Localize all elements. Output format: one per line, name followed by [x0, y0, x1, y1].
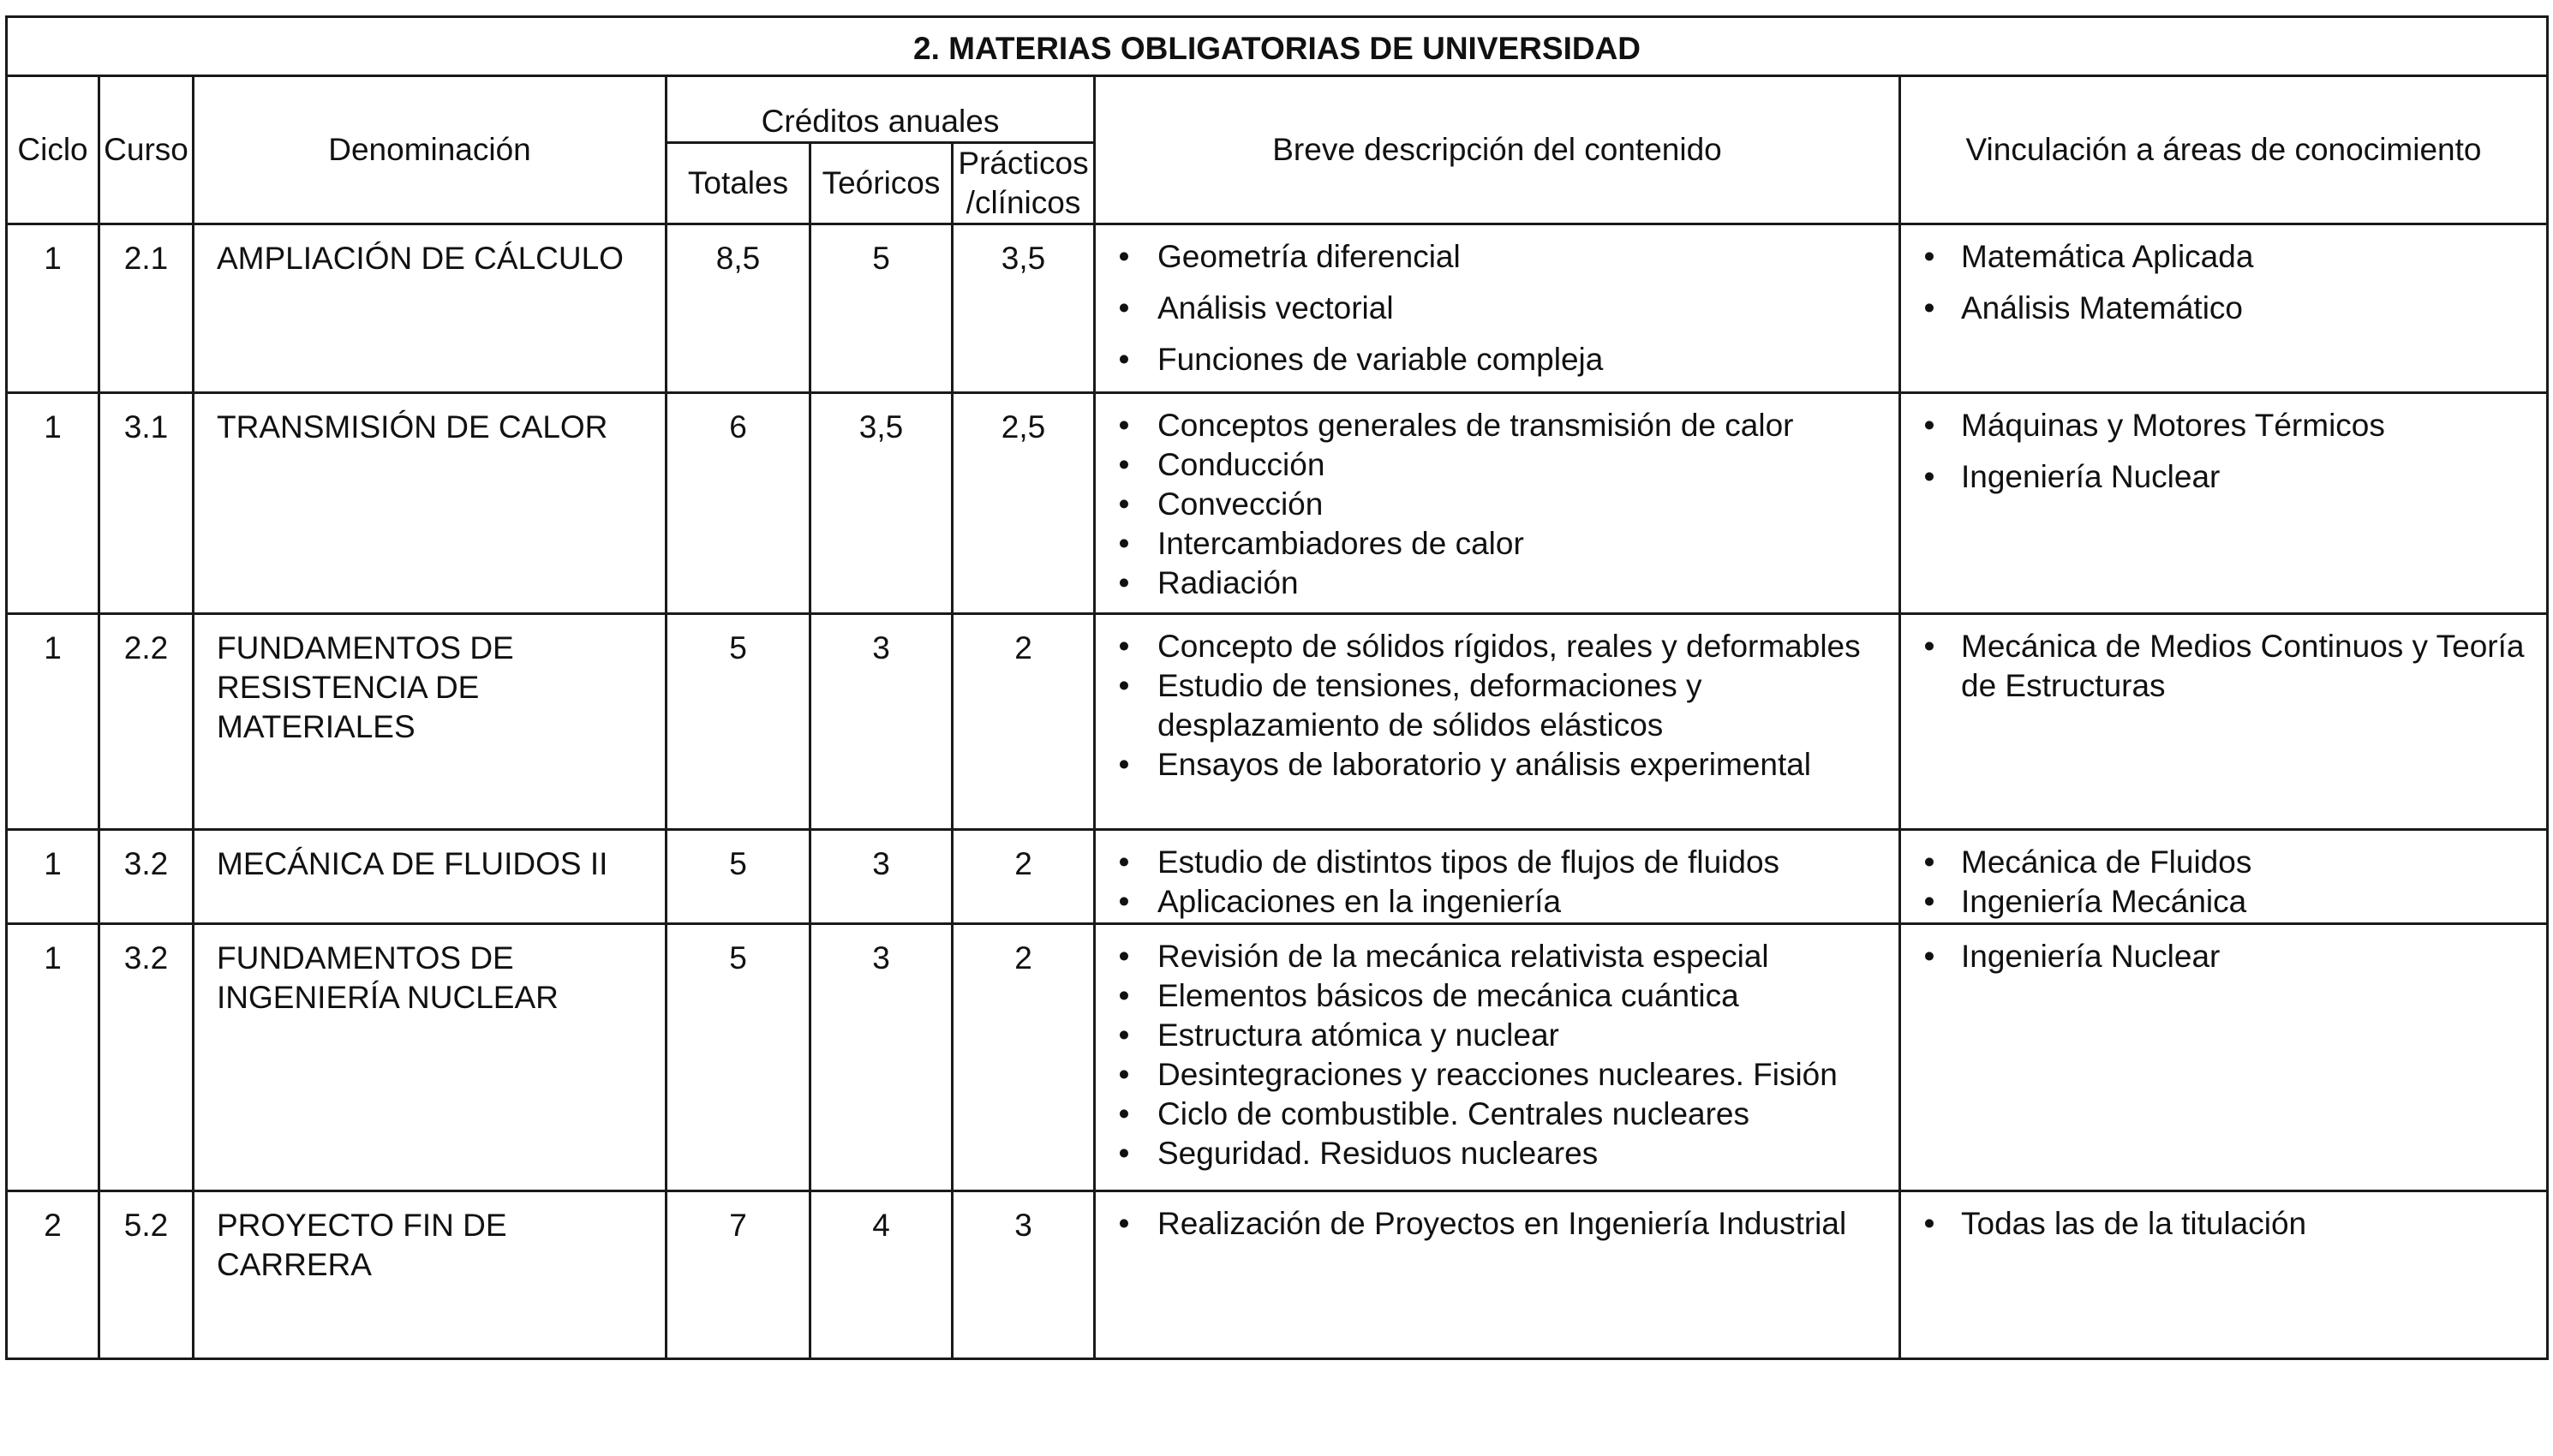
- list-item: • Ciclo de combustible. Centrales nucleares: [1111, 1095, 1890, 1134]
- cell-areas: [1900, 1191, 2548, 1359]
- cell-totales: 6: [667, 393, 810, 614]
- areas-list: [1916, 843, 2538, 922]
- content-list: [1111, 1204, 1890, 1244]
- cell-areas: [1900, 224, 2548, 393]
- cell-totales: 7: [667, 1191, 810, 1359]
- cell-teoricos: 3: [810, 924, 953, 1191]
- list-item: • Análisis vectorial: [1111, 289, 1890, 328]
- list-item: • Ingeniería Nuclear: [1916, 457, 2538, 497]
- header-row-1: [7, 76, 2548, 143]
- cell-teoricos: 3: [810, 614, 953, 830]
- areas-list: [1916, 237, 2538, 328]
- list-item: • Seguridad. Residuos nucleares: [1111, 1134, 1890, 1173]
- list-item: • Ingeniería Nuclear: [1916, 937, 2538, 976]
- cell-teoricos: 3: [810, 830, 953, 924]
- cell-ciclo: 1: [7, 224, 99, 393]
- areas-list: [1916, 627, 2538, 706]
- list-item: • Estudio de tensiones, deformaciones y desplazamiento de sólidos elásticos: [1111, 666, 1890, 745]
- list-item: • Matemática Aplicada: [1916, 237, 2538, 277]
- cell-ciclo: 1: [7, 830, 99, 924]
- list-item: • Funciones de variable compleja: [1111, 340, 1890, 379]
- list-item: • Todas las de la titulación: [1916, 1204, 2538, 1244]
- cell-denominacion: FUNDAMENTOS DE INGENIERÍA NUCLEAR: [194, 924, 667, 1191]
- cell-denominacion: AMPLIACIÓN DE CÁLCULO: [194, 224, 667, 393]
- header-vinculacion: Vinculación a áreas de conocimiento: [1900, 76, 2548, 224]
- cell-totales: 8,5: [667, 224, 810, 393]
- subjects-table: [5, 15, 2549, 1360]
- header-curso: Curso: [99, 76, 194, 224]
- cell-denominacion: PROYECTO FIN DE CARRERA: [194, 1191, 667, 1359]
- cell-practicos: 2,5: [953, 393, 1095, 614]
- table-row: [7, 224, 2548, 393]
- table-row: [7, 924, 2548, 1191]
- cell-areas: [1900, 924, 2548, 1191]
- title-row: [7, 17, 2548, 76]
- cell-curso: 3.2: [99, 830, 194, 924]
- cell-areas: [1900, 830, 2548, 924]
- areas-list: [1916, 937, 2538, 976]
- cell-areas: [1900, 614, 2548, 830]
- header-descripcion: Breve descripción del contenido: [1095, 76, 1900, 224]
- list-item: • Revisión de la mecánica relativista especial: [1111, 937, 1890, 976]
- cell-teoricos: 4: [810, 1191, 953, 1359]
- cell-denominacion: TRANSMISIÓN DE CALOR: [194, 393, 667, 614]
- list-item: • Máquinas y Motores Térmicos: [1916, 406, 2538, 445]
- cell-ciclo: 1: [7, 924, 99, 1191]
- header-practicos: Prácticos /clínicos: [953, 143, 1095, 224]
- list-item: • Estructura atómica y nuclear: [1111, 1016, 1890, 1055]
- cell-curso: 3.1: [99, 393, 194, 614]
- cell-curso: 5.2: [99, 1191, 194, 1359]
- cell-practicos: 2: [953, 614, 1095, 830]
- cell-practicos: 2: [953, 830, 1095, 924]
- header-teoricos: Teóricos: [810, 143, 953, 224]
- cell-totales: 5: [667, 924, 810, 1191]
- cell-teoricos: 5: [810, 224, 953, 393]
- cell-practicos: 3,5: [953, 224, 1095, 393]
- list-item: • Ingeniería Mecánica: [1916, 882, 2538, 922]
- cell-contenido: [1095, 393, 1900, 614]
- table-title: 2. MATERIAS OBLIGATORIAS DE UNIVERSIDAD: [7, 17, 2548, 76]
- list-item: • Mecánica de Fluidos: [1916, 843, 2538, 882]
- content-list: [1111, 843, 1890, 922]
- table-row: [7, 393, 2548, 614]
- list-item: • Desintegraciones y reacciones nucleares. Fisión: [1111, 1055, 1890, 1095]
- content-list: [1111, 237, 1890, 379]
- cell-totales: 5: [667, 830, 810, 924]
- table-row: [7, 1191, 2548, 1359]
- list-item: • Aplicaciones en la ingeniería: [1111, 882, 1890, 922]
- list-item: • Convección: [1111, 485, 1890, 524]
- table-row: [7, 614, 2548, 830]
- areas-list: [1916, 1204, 2538, 1244]
- cell-contenido: [1095, 830, 1900, 924]
- list-item: • Ensayos de laboratorio y análisis experimental: [1111, 745, 1890, 785]
- header-denominacion: Denominación: [194, 76, 667, 224]
- content-list: [1111, 406, 1890, 603]
- list-item: • Intercambiadores de calor: [1111, 524, 1890, 564]
- cell-contenido: [1095, 1191, 1900, 1359]
- list-item: • Estudio de distintos tipos de flujos de fluidos: [1111, 843, 1890, 882]
- list-item: • Conceptos generales de transmisión de calor: [1111, 406, 1890, 445]
- list-item: • Geometría diferencial: [1111, 237, 1890, 277]
- cell-ciclo: 1: [7, 393, 99, 614]
- list-item: • Concepto de sólidos rígidos, reales y deformables: [1111, 627, 1890, 666]
- cell-practicos: 3: [953, 1191, 1095, 1359]
- cell-denominacion: FUNDAMENTOS DE RESISTENCIA DE MATERIALES: [194, 614, 667, 830]
- header-totales: Totales: [667, 143, 810, 224]
- list-item: • Elementos básicos de mecánica cuántica: [1111, 976, 1890, 1016]
- cell-denominacion: MECÁNICA DE FLUIDOS II: [194, 830, 667, 924]
- list-item: • Conducción: [1111, 445, 1890, 485]
- content-list: [1111, 627, 1890, 785]
- cell-ciclo: 2: [7, 1191, 99, 1359]
- areas-list: [1916, 406, 2538, 497]
- cell-teoricos: 3,5: [810, 393, 953, 614]
- cell-practicos: 2: [953, 924, 1095, 1191]
- cell-contenido: [1095, 614, 1900, 830]
- header-ciclo: Ciclo: [7, 76, 99, 224]
- cell-curso: 2.1: [99, 224, 194, 393]
- list-item: • Análisis Matemático: [1916, 289, 2538, 328]
- content-list: [1111, 937, 1890, 1173]
- cell-areas: [1900, 393, 2548, 614]
- table-row: [7, 830, 2548, 924]
- list-item: • Radiación: [1111, 564, 1890, 603]
- cell-curso: 2.2: [99, 614, 194, 830]
- cell-contenido: [1095, 224, 1900, 393]
- cell-contenido: [1095, 924, 1900, 1191]
- cell-totales: 5: [667, 614, 810, 830]
- cell-ciclo: 1: [7, 614, 99, 830]
- list-item: • Mecánica de Medios Continuos y Teoría de Estructuras: [1916, 627, 2538, 706]
- header-creditos: Créditos anuales: [667, 76, 1095, 143]
- list-item: • Realización de Proyectos en Ingeniería Industrial: [1111, 1204, 1890, 1244]
- cell-curso: 3.2: [99, 924, 194, 1191]
